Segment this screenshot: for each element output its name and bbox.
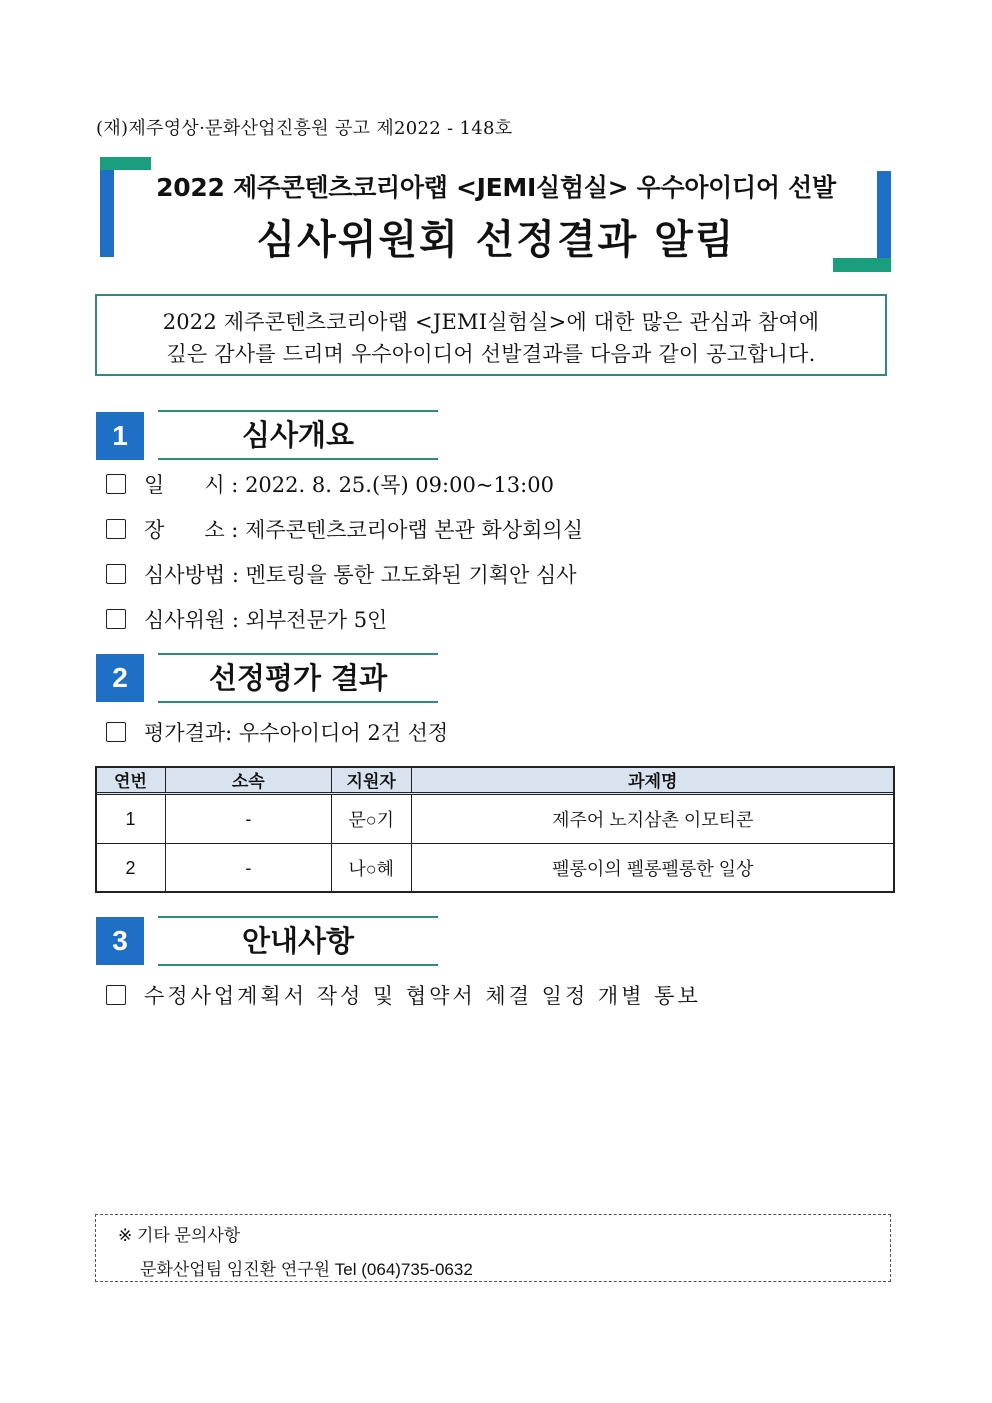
- item-label: 장 소: [144, 518, 225, 542]
- item-separator: :: [224, 518, 246, 542]
- table-cell: 나○혜: [331, 844, 411, 893]
- contact-box: [95, 1214, 891, 1282]
- item-separator: :: [225, 608, 246, 632]
- page-title: 심사위원회 선정결과 알림: [256, 217, 736, 263]
- checkbox-icon: [106, 985, 126, 1005]
- column-header: 소속: [165, 767, 331, 794]
- checkbox-icon: [106, 722, 126, 742]
- section-2-number: 2: [96, 654, 144, 702]
- column-header: 지원자: [331, 767, 411, 794]
- item-value: 2022. 8. 25.(목) 09:00~13:00: [245, 473, 554, 497]
- table-cell: 1: [96, 794, 166, 844]
- checkbox-icon: [106, 519, 126, 539]
- table-cell: 2: [96, 844, 166, 893]
- intro-text-line1: 2022 제주콘텐츠코리아랩 <JEMI실험실>에 대한 많은 관심과 참여에: [162, 310, 820, 334]
- table-cell: -: [165, 844, 331, 893]
- item-text: 수정사업계획서 작성 및 협약서 체결 일정 개별 통보: [144, 984, 701, 1008]
- checkbox-icon: [106, 564, 126, 584]
- table-cell: 펠롱이의 펠롱펠롱한 일상: [411, 844, 894, 893]
- section-3-number: 3: [96, 917, 144, 965]
- contact-title: ※ 기타 문의사항: [118, 1226, 241, 1245]
- item-separator: :: [225, 721, 239, 745]
- contact-info: 문화산업팀 임진환 연구원 Tel (064)735-0632: [140, 1260, 473, 1279]
- list-item: [106, 717, 448, 747]
- column-header: 연번: [96, 767, 166, 794]
- table-header-row: [96, 767, 895, 794]
- checkbox-icon: [106, 609, 126, 629]
- table-cell: 제주어 노지삼촌 이모티콘: [411, 794, 894, 844]
- list-item: [106, 469, 554, 499]
- table-cell: 문○기: [331, 794, 411, 844]
- column-header: 과제명: [411, 767, 894, 794]
- item-value: 우수아이디어 2건 선정: [238, 721, 449, 745]
- item-label: 일 시: [144, 473, 225, 497]
- section-2-title: 선정평가 결과: [158, 653, 438, 703]
- checkbox-icon: [106, 474, 126, 494]
- table-cell: -: [165, 794, 331, 844]
- notice-number: (재)제주영상·문화산업진흥원 공고 제2022 - 148호: [96, 118, 513, 139]
- section-3-title: 안내사항: [158, 916, 438, 966]
- item-value: 제주콘텐츠코리아랩 본관 화상회의실: [245, 518, 583, 542]
- section-1-number: 1: [96, 412, 144, 460]
- intro-box: [95, 294, 887, 376]
- item-separator: :: [225, 563, 246, 587]
- item-label: 평가결과: [144, 721, 226, 745]
- item-label: 심사방법: [144, 563, 226, 587]
- list-item: [106, 604, 387, 634]
- item-label: 심사위원: [144, 608, 226, 632]
- page-subtitle: 2022 제주콘텐츠코리아랩 <JEMI실험실> 우수아이디어 선발: [156, 173, 836, 202]
- list-item: [106, 514, 583, 544]
- intro-text-line2: 깊은 감사를 드리며 우수아이디어 선발결과를 다음과 같이 공고합니다.: [166, 342, 816, 366]
- item-value: 멘토링을 통한 고도화된 기획안 심사: [245, 563, 577, 587]
- list-item: [106, 980, 701, 1010]
- result-table: [95, 766, 895, 893]
- item-value: 외부전문가 5인: [245, 608, 388, 632]
- list-item: [106, 559, 577, 589]
- item-separator: :: [224, 473, 246, 497]
- table-row: [96, 794, 895, 844]
- section-1-title: 심사개요: [158, 410, 438, 460]
- table-row: [96, 844, 895, 893]
